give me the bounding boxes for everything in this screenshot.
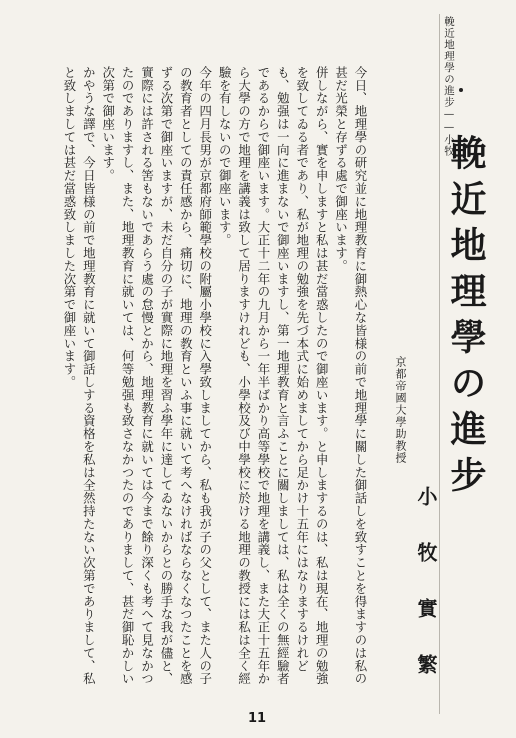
header-rule xyxy=(439,14,440,714)
body-paragraph: 今年の四月長男が京都府師範學校の附屬小學校に入學致しましてから、私も我が子の父として、また人の子の教育者としての責任感から、痛切に、地理の教育といふ事に就いて考へなければならなくなつたことを感ずる次第で御座いますが、未だ自分の子が實際に地理を習ふ學年に達してゐないからとの勝手な我が儘と、實際には許される筈もないであらう處の怠慢とから、地理教育に就いては今まで餘り深くも考へて見なかつたのでありますし、また、地理教育に就いては、何等勉强も致さなかつたのでありまして、甚だ御恥かしい次第で御座います。 xyxy=(100,66,213,686)
article-body xyxy=(44,66,370,698)
body-paragraph: 併しながら、實を申しますと私は甚だ當惑したので御座います。と申しまするのは、私は現在、地理の勉強を致してゐる者であり、私が地理の勉強を先づ本式に始めましてから足かけ十五年にはなりまするけれども、勉强は一向に進まないで御座いますし、第一地理教育と言ふことに關しましては、私は全くの無經驗者であるからで御座います。大正十二年の九月から一年半ばかり高等學校で地理を講義し、また大正十五年から大學の方で地理を講義は致して居りますけれども、小學校及び中學校に於ける地理の教授には私は全く經驗を有しないので御座います。 xyxy=(217,66,330,686)
author-affiliation: 京都帝國大學助教授 xyxy=(394,356,407,464)
body-paragraph: 今日、地理學の研究並に地理教育に御熱心な皆様の前で地理學に關した御話しを致すことを得ますのは私の甚だ光榮と存ずる處で御座います。 xyxy=(333,66,368,686)
page-number: 11 xyxy=(248,711,267,726)
running-header: 輓近地理學の進步——小牧 xyxy=(443,16,455,157)
article-title: 輓近地理學の進步 xyxy=(445,134,487,502)
author-name: 小牧實繁 xyxy=(414,486,438,710)
body-paragraph: かやうな譯で、今日皆様の前で地理教育に就いて御話しする資格を私は全然持たない次第でありまして、私と致しましては甚だ當惑致しました次第で御座います。 xyxy=(61,66,97,686)
title-dot-ornament xyxy=(459,88,463,92)
